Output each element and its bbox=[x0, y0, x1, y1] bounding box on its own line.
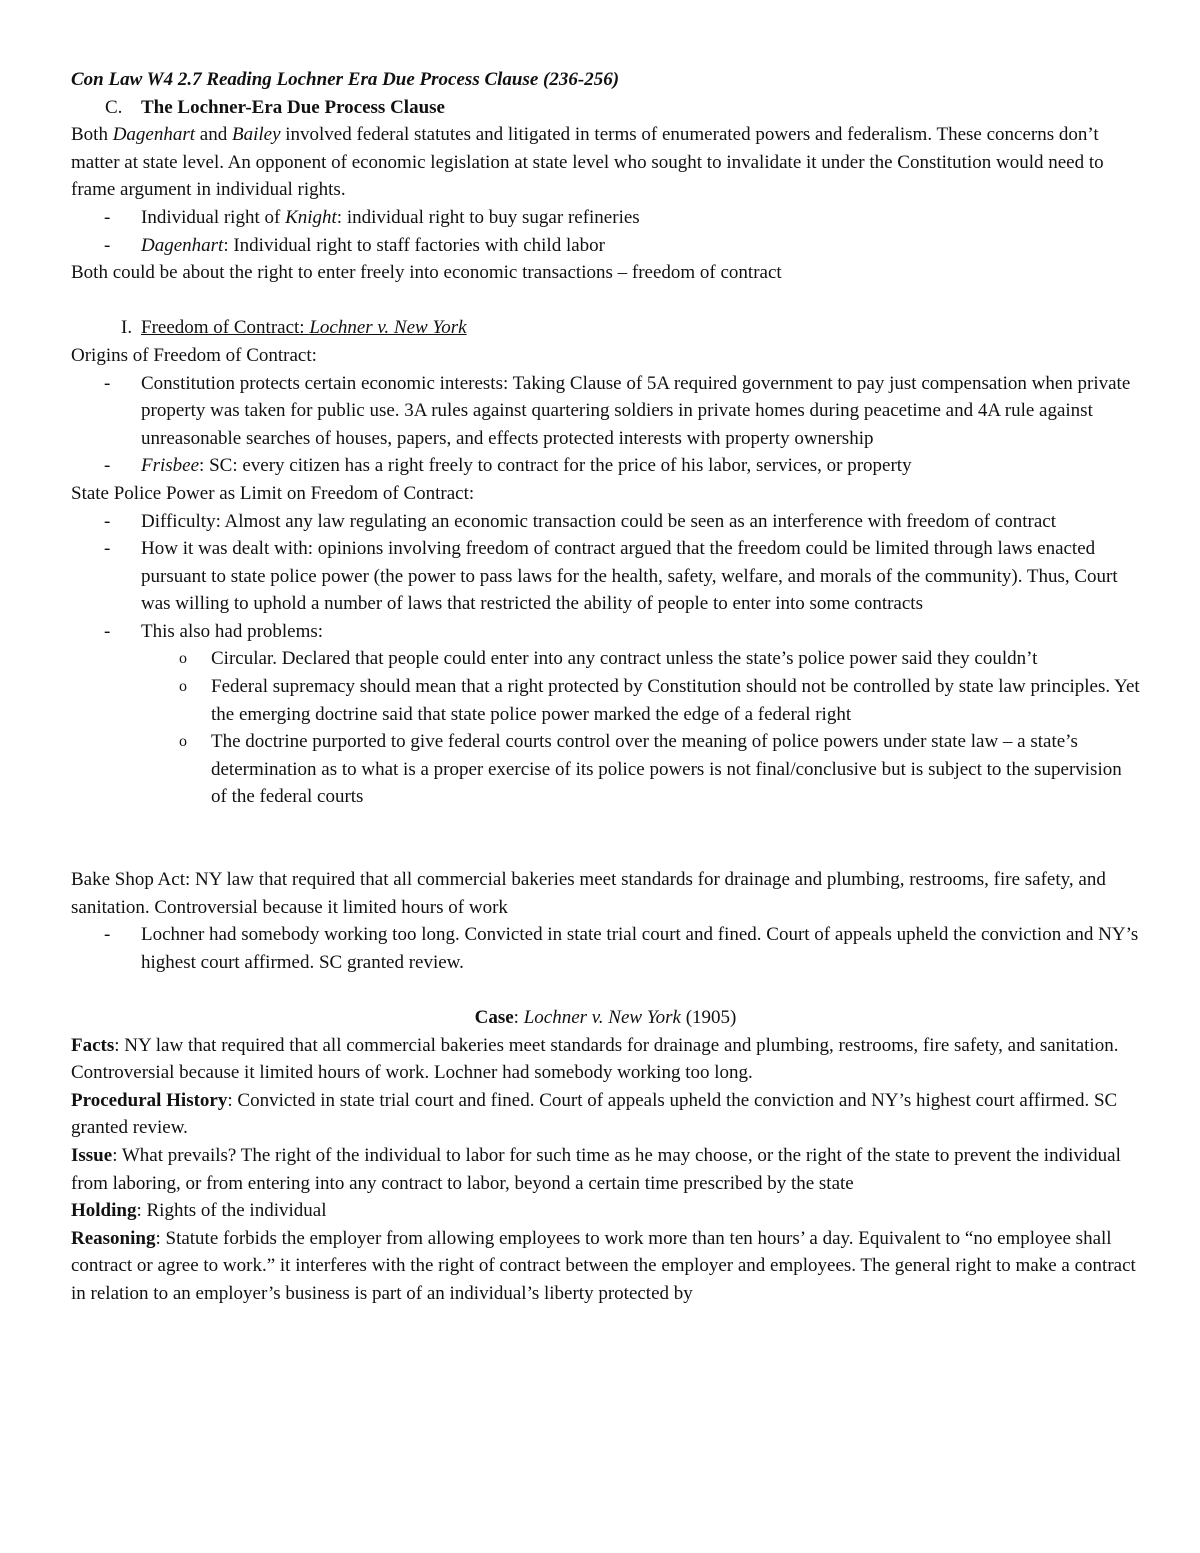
bullet-text: How it was dealt with: opinions involving freedom of contract argued that the freedom could be limited through laws enacted pursuant to state police power (the power to pass laws for the health, safety, welfare, and morals of the community). Thus, Court was willing to uphold a number of laws that restricted the ability of people to enter into some contracts bbox=[141, 538, 1118, 615]
bullet-text: Difficulty: Almost any law regulating an economic transaction could be seen as an interference with freedom of contract bbox=[141, 510, 1057, 532]
case-procedural-history bbox=[71, 1087, 1140, 1142]
list-item bbox=[71, 370, 1140, 453]
circle-bullet: o bbox=[179, 650, 187, 668]
list-item bbox=[71, 508, 1140, 536]
bullet-text: Lochner had somebody working too long. Convicted in state trial court and fined. Court of appeals upheld the conviction and NY’s highest court affirmed. SC granted review. bbox=[141, 924, 1139, 973]
sub-bullet-text: Circular. Declared that people could enter into any contract unless the state’s police power said they couldn’t bbox=[211, 648, 1038, 670]
sub-bullet-text: The doctrine purported to give federal courts control over the meaning of police powers under state law – a state’s determination as to what is a proper exercise of its police powers is not final/conclusive but is subject to the supervision of the federal courts bbox=[211, 731, 1122, 808]
spacer bbox=[71, 976, 1140, 1004]
bullet-text: : SC: every citizen has a right freely to contract for the price of his labor, services, or property bbox=[199, 455, 912, 477]
list-item bbox=[71, 232, 1140, 260]
holding-label: Holding bbox=[71, 1200, 137, 1222]
list-item bbox=[71, 618, 1140, 811]
case-name-lochner: Lochner v. New York bbox=[523, 1007, 681, 1028]
document-title: Con Law W4 2.7 Reading Lochner Era Due Process Clause (236-256) bbox=[71, 69, 620, 90]
reasoning-label: Reasoning bbox=[71, 1227, 156, 1249]
origins-label: Origins of Freedom of Contract: bbox=[71, 344, 317, 366]
bake-shop-bullet-list bbox=[71, 921, 1140, 976]
section-c-marker: C. bbox=[105, 96, 123, 118]
sub-bullet-text: Federal supremacy should mean that a right protected by Constitution should not be controlled by state law principles. Yet the emerging doctrine said that state police power marked the edge of a federal right bbox=[211, 676, 1140, 725]
facts-text: : NY law that required that all commercial bakeries meet standards for drainage and plumbing, restrooms, fire safety, and sanitation. Controversial because it limited hours of work. Lochner had somebody working too long. bbox=[71, 1034, 1119, 1084]
dash-bullet: - bbox=[104, 372, 111, 394]
case-name-dagenhart: Dagenhart bbox=[112, 124, 196, 146]
bullet-text: : individual right to buy sugar refineries bbox=[336, 206, 640, 228]
case-colon: : bbox=[513, 1007, 524, 1028]
case-name-lochner: Lochner v. New York bbox=[309, 317, 467, 339]
issue-label: Issue bbox=[71, 1144, 113, 1166]
section-c-title: The Lochner-Era Due Process Clause bbox=[141, 96, 445, 118]
case-name-bailey: Bailey bbox=[231, 124, 281, 146]
dash-bullet: - bbox=[104, 924, 111, 946]
dash-bullet: - bbox=[104, 455, 111, 477]
dash-bullet: - bbox=[104, 620, 111, 642]
intro-closing: Both could be about the right to enter freely into economic transactions – freedom of contract bbox=[71, 262, 782, 284]
dash-bullet: - bbox=[104, 206, 111, 228]
section-1-heading bbox=[71, 314, 1140, 342]
case-facts bbox=[71, 1032, 1140, 1087]
issue-text: : What prevails? The right of the individual to labor for such time as he may choose, or the right of the state to prevent the individual from laboring, or from entering into any contract to labor, beyond a certain time prescribed by the state bbox=[71, 1144, 1121, 1194]
bake-shop-paragraph: Bake Shop Act: NY law that required that all commercial bakeries meet standards for drainage and plumbing, restrooms, fire safety, and sanitation. Controversial because it limited hours of work bbox=[71, 869, 1106, 918]
case-name-dagenhart: Dagenhart bbox=[141, 234, 224, 256]
list-item bbox=[71, 204, 1140, 232]
dash-bullet: - bbox=[104, 234, 111, 256]
procedural-history-label: Procedural History bbox=[71, 1089, 228, 1111]
case-name-knight: Knight bbox=[285, 206, 337, 228]
section-1-title bbox=[141, 317, 467, 338]
section-1-title-text: Freedom of Contract: bbox=[141, 317, 310, 339]
circle-bullet: o bbox=[179, 733, 187, 751]
sub-list-item bbox=[141, 728, 1140, 811]
case-reasoning bbox=[71, 1225, 1140, 1308]
case-heading bbox=[71, 1004, 1140, 1032]
case-issue bbox=[71, 1142, 1140, 1197]
list-item bbox=[71, 452, 1140, 480]
section-1-marker: I. bbox=[121, 317, 133, 339]
holding-text: : Rights of the individual bbox=[136, 1200, 327, 1222]
intro-paragraph bbox=[71, 121, 1140, 204]
case-holding bbox=[71, 1197, 1140, 1225]
procedural-history-text: : Convicted in state trial court and fined. Court of appeals upheld the conviction and NY’s highest court affirmed. SC granted review. bbox=[71, 1089, 1118, 1139]
police-power-label: State Police Power as Limit on Freedom of Contract: bbox=[71, 482, 475, 504]
sub-list-item bbox=[141, 645, 1140, 673]
dash-bullet: - bbox=[104, 510, 111, 532]
reasoning-text: : Statute forbids the employer from allowing employees to work more than ten hours’ a day. Equivalent to “no employee shall contract or agree to work.” it interferes with the right of contract between the employer and employees. The general right to make a contract in relation to an employer’s business is part of an individual’s liberty protected by bbox=[71, 1227, 1136, 1304]
bullet-text: This also had problems: bbox=[141, 620, 324, 642]
case-name-frisbee: Frisbee bbox=[141, 455, 200, 477]
case-year: (1905) bbox=[680, 1007, 737, 1028]
section-c-heading bbox=[71, 94, 1140, 122]
sub-list-item bbox=[141, 673, 1140, 728]
circle-bullet: o bbox=[179, 678, 187, 696]
intro-text-b: and bbox=[195, 124, 232, 146]
police-power-bullet-list bbox=[71, 508, 1140, 812]
intro-text-a: Both bbox=[71, 124, 113, 146]
bullet-text: : Individual right to staff factories with child labor bbox=[223, 234, 605, 256]
bullet-text: Constitution protects certain economic interests: Taking Clause of 5A required government to pay just compensation when private property was taken for public use. 3A rules against quartering soldiers in private homes during peacetime and 4A rule against unreasonable searches of houses, papers, and effects protected interests with property ownership bbox=[141, 372, 1131, 449]
list-item bbox=[71, 921, 1140, 976]
list-item bbox=[71, 535, 1140, 618]
intro-text-c: involved federal statutes and litigated in terms of enumerated powers and federalism. These concerns don’t matter at state level. An opponent of economic legislation at state level who sought to invalidate it under the Constitution would need to frame argument in individual rights. bbox=[71, 124, 1104, 201]
bullet-text: Individual right of bbox=[141, 206, 286, 228]
case-label: Case bbox=[474, 1007, 514, 1028]
dash-bullet: - bbox=[104, 538, 111, 560]
origins-bullet-list bbox=[71, 370, 1140, 480]
problems-sublist bbox=[141, 645, 1140, 811]
spacer bbox=[71, 811, 1140, 866]
intro-bullet-list bbox=[71, 204, 1140, 259]
facts-label: Facts bbox=[71, 1034, 115, 1056]
